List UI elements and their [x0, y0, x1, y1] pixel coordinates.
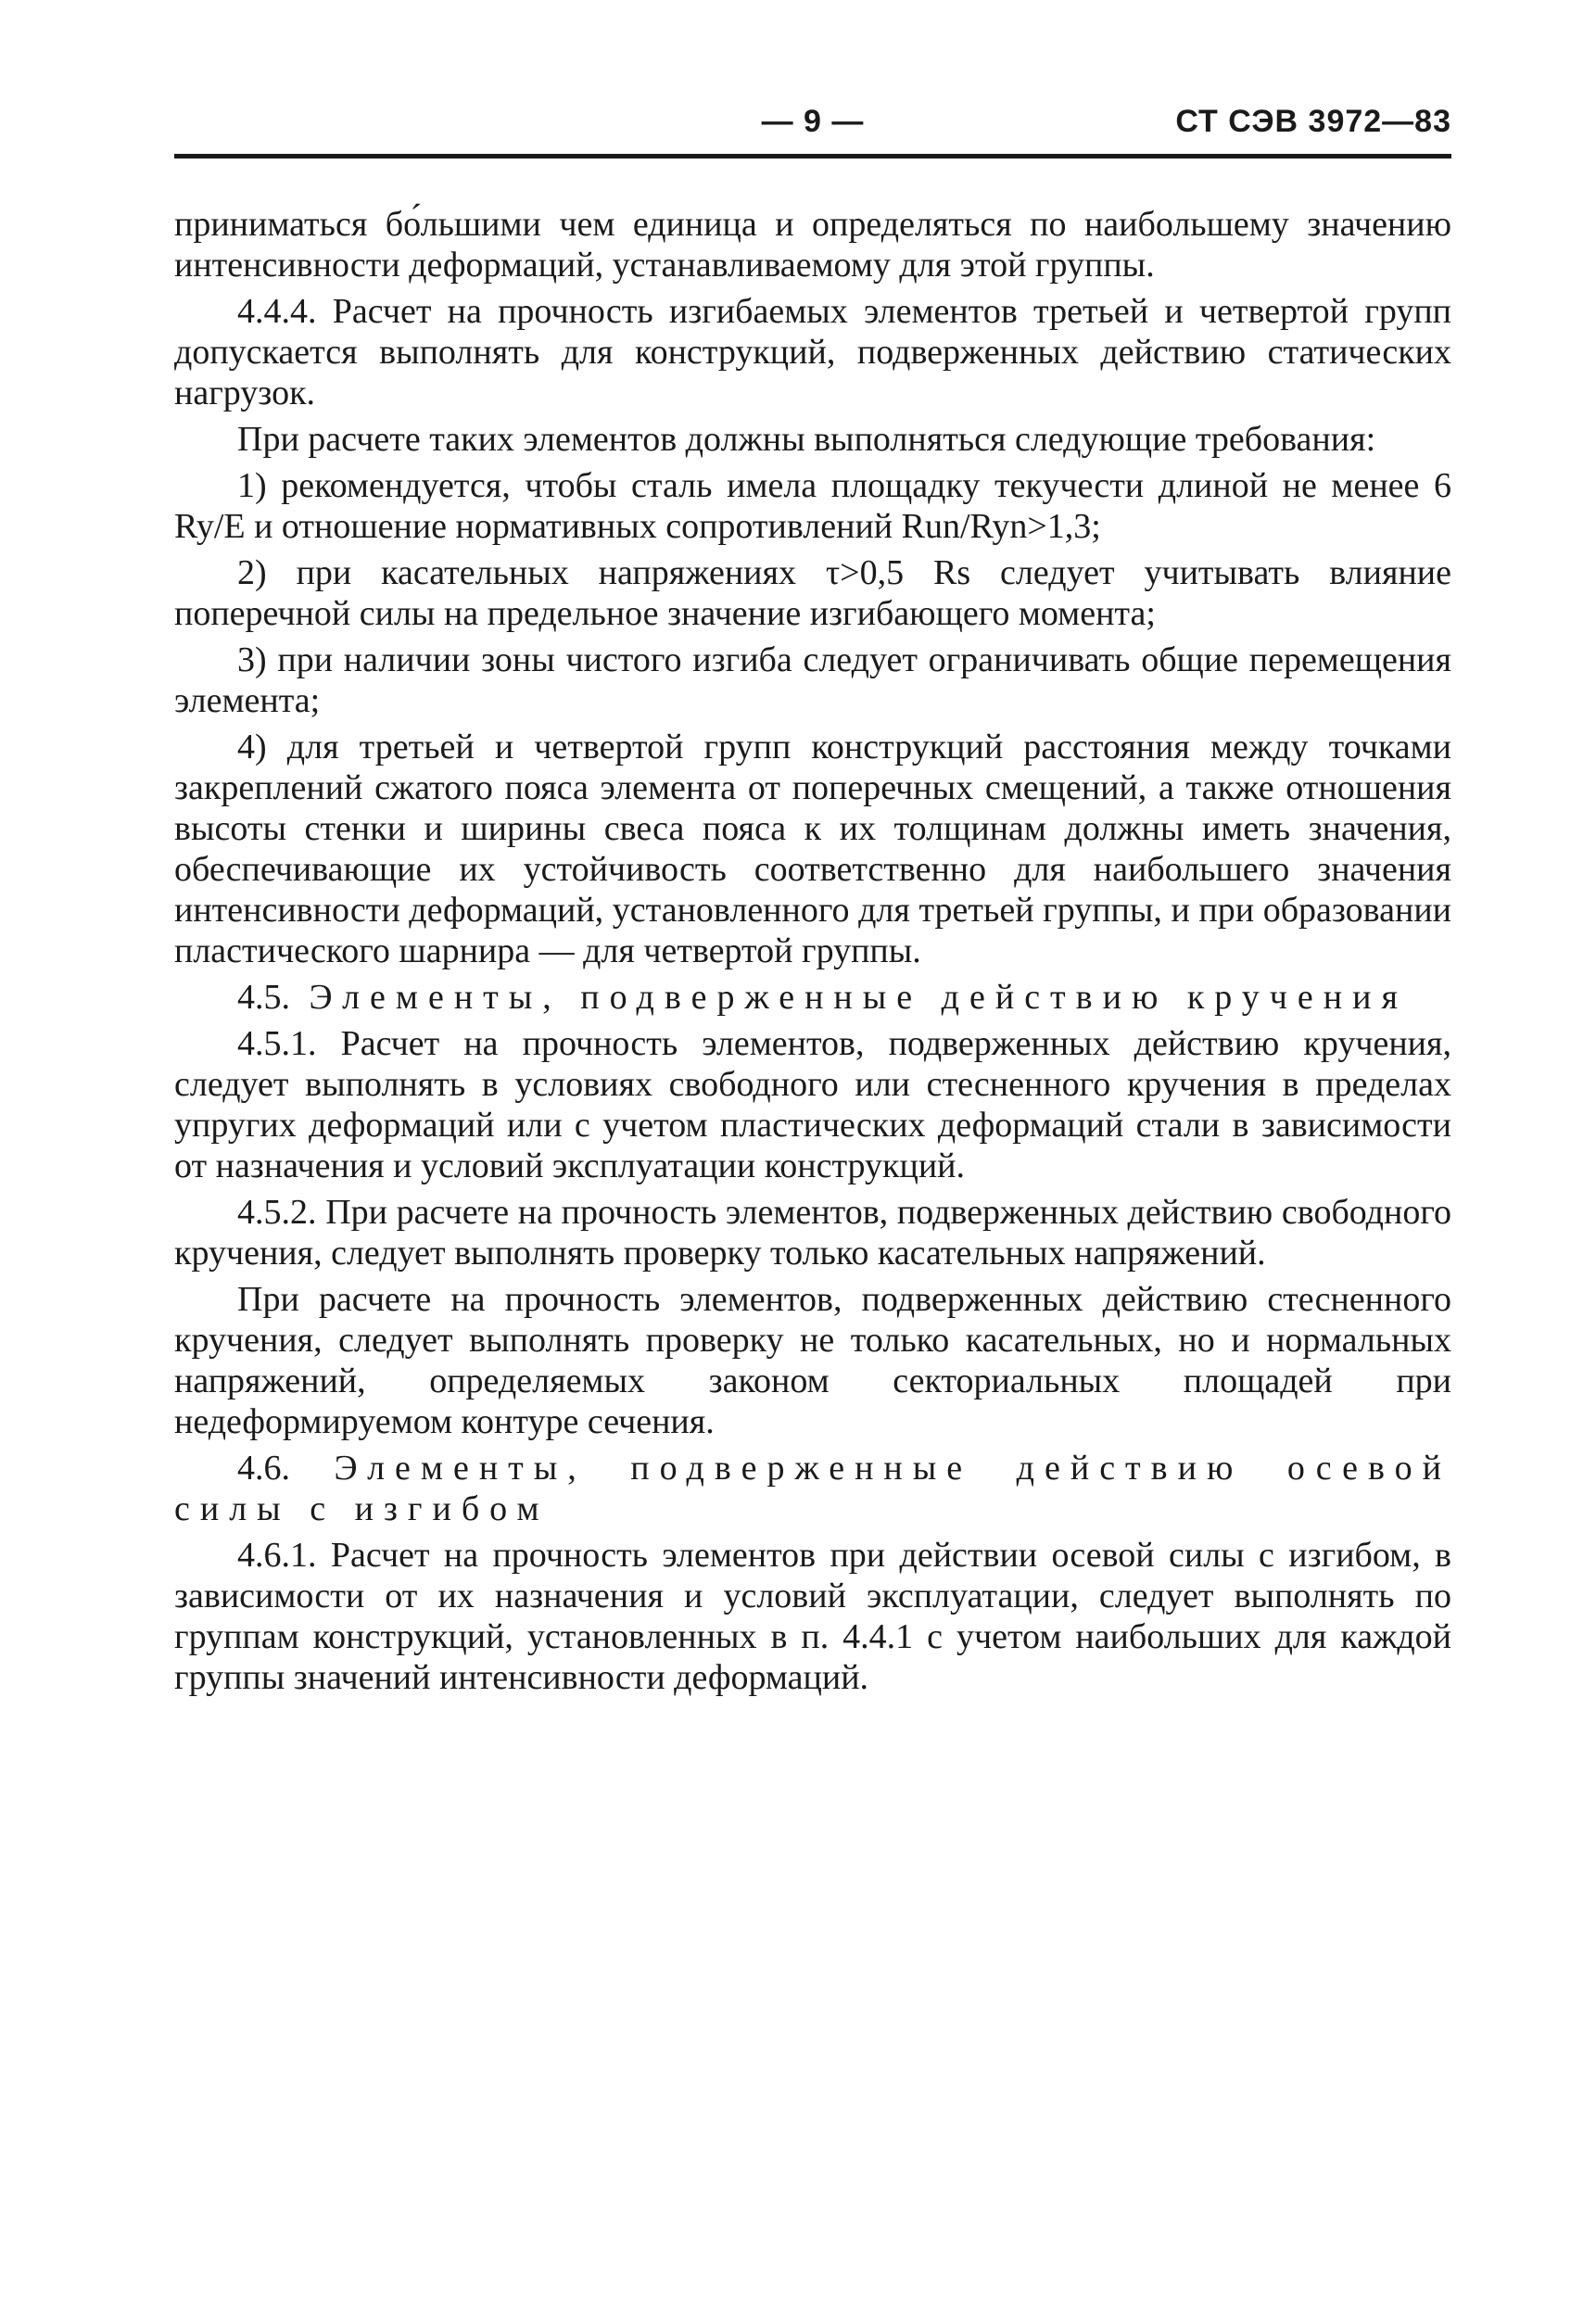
page-header	[174, 104, 1451, 159]
section-heading-4-6	[174, 1448, 1451, 1529]
requirement-item-1: 1) рекомендуется, чтобы сталь имела площадку текучести длиной не менее 6 Ry/E и отношение нормативных сопротивлений Run/Ryn>1,3;	[174, 466, 1451, 546]
paragraph-4-4-4: 4.4.4. Расчет на прочность изгибаемых элементов третьей и четвертой групп допускается выполнять для конструкций, подверженных действию статических нагрузок.	[174, 292, 1451, 412]
requirement-item-2: 2) при касательных напряжениях τ>0,5 Rs следует учитывать влияние поперечной силы на предельное значение изгибающего момента;	[174, 553, 1451, 633]
header-rule	[174, 154, 1451, 158]
document-code: СТ СЭВ 3972—83	[1175, 104, 1451, 139]
section-number: 4.5.	[237, 978, 290, 1017]
section-number: 4.6.	[237, 1449, 290, 1488]
page-number: — 9 —	[761, 104, 865, 139]
paragraph-4-5-1: 4.5.1. Расчет на прочность элементов, подверженных действию кручения, следует выполнять в условиях свободного или стесненного кручения в пределах упругих деформаций или с учетом пластических деформаций стали в зависимости от назначения и условий эксплуатации конструкций.	[174, 1024, 1451, 1185]
document-body	[174, 204, 1451, 1704]
requirement-item-3: 3) при наличии зоны чистого изгиба следует ограничивать общие перемещения элемента;	[174, 640, 1451, 720]
paragraph-4-5-2: 4.5.2. При расчете на прочность элементов, подверженных действию свободного кручения, следует выполнять проверку только касательных напряжений.	[174, 1193, 1451, 1273]
section-title: Элементы, подверженные действию кручения	[309, 978, 1408, 1017]
section-title: Элементы, подверженные действию осевой силы с изгибом	[174, 1449, 1451, 1528]
requirement-item-4: 4) для третьей и четвертой групп конструкций расстояния между точками закреплений сжатого пояса элемента от поперечных смещений, а также отношения высоты стенки и ширины свеса пояса к их толщинам должны иметь значения, обеспечивающие их устойчивость соответственно для наибольшего значения интенсивности деформаций, установленного для третьей группы, и при образовании пластического шарнира — для четвертой группы.	[174, 728, 1451, 970]
paragraph-continuation: приниматься бо́льшими чем единица и определяться по наибольшему значению интенсивности деформаций, устанавливаемому для этой группы.	[174, 205, 1451, 285]
section-heading-4-5	[174, 977, 1451, 1018]
paragraph-4-6-1: 4.6.1. Расчет на прочность элементов при действии осевой силы с изгибом, в зависимости от их назначения и условий эксплуатации, следует выполнять по группам конструкций, установленных в п. 4.4.1 с учетом наибольших для каждой группы значений интенсивности деформаций.	[174, 1536, 1451, 1697]
paragraph-requirements-intro: При расчете таких элементов должны выполняться следующие требования:	[237, 420, 1376, 459]
paragraph-constrained-torsion: При расчете на прочность элементов, подверженных действию стесненного кручения, следует выполнять проверку не только касательных, но и нормальных напряжений, определяемых законом секториальных площадей при недеформируемом контуре сечения.	[174, 1280, 1451, 1441]
